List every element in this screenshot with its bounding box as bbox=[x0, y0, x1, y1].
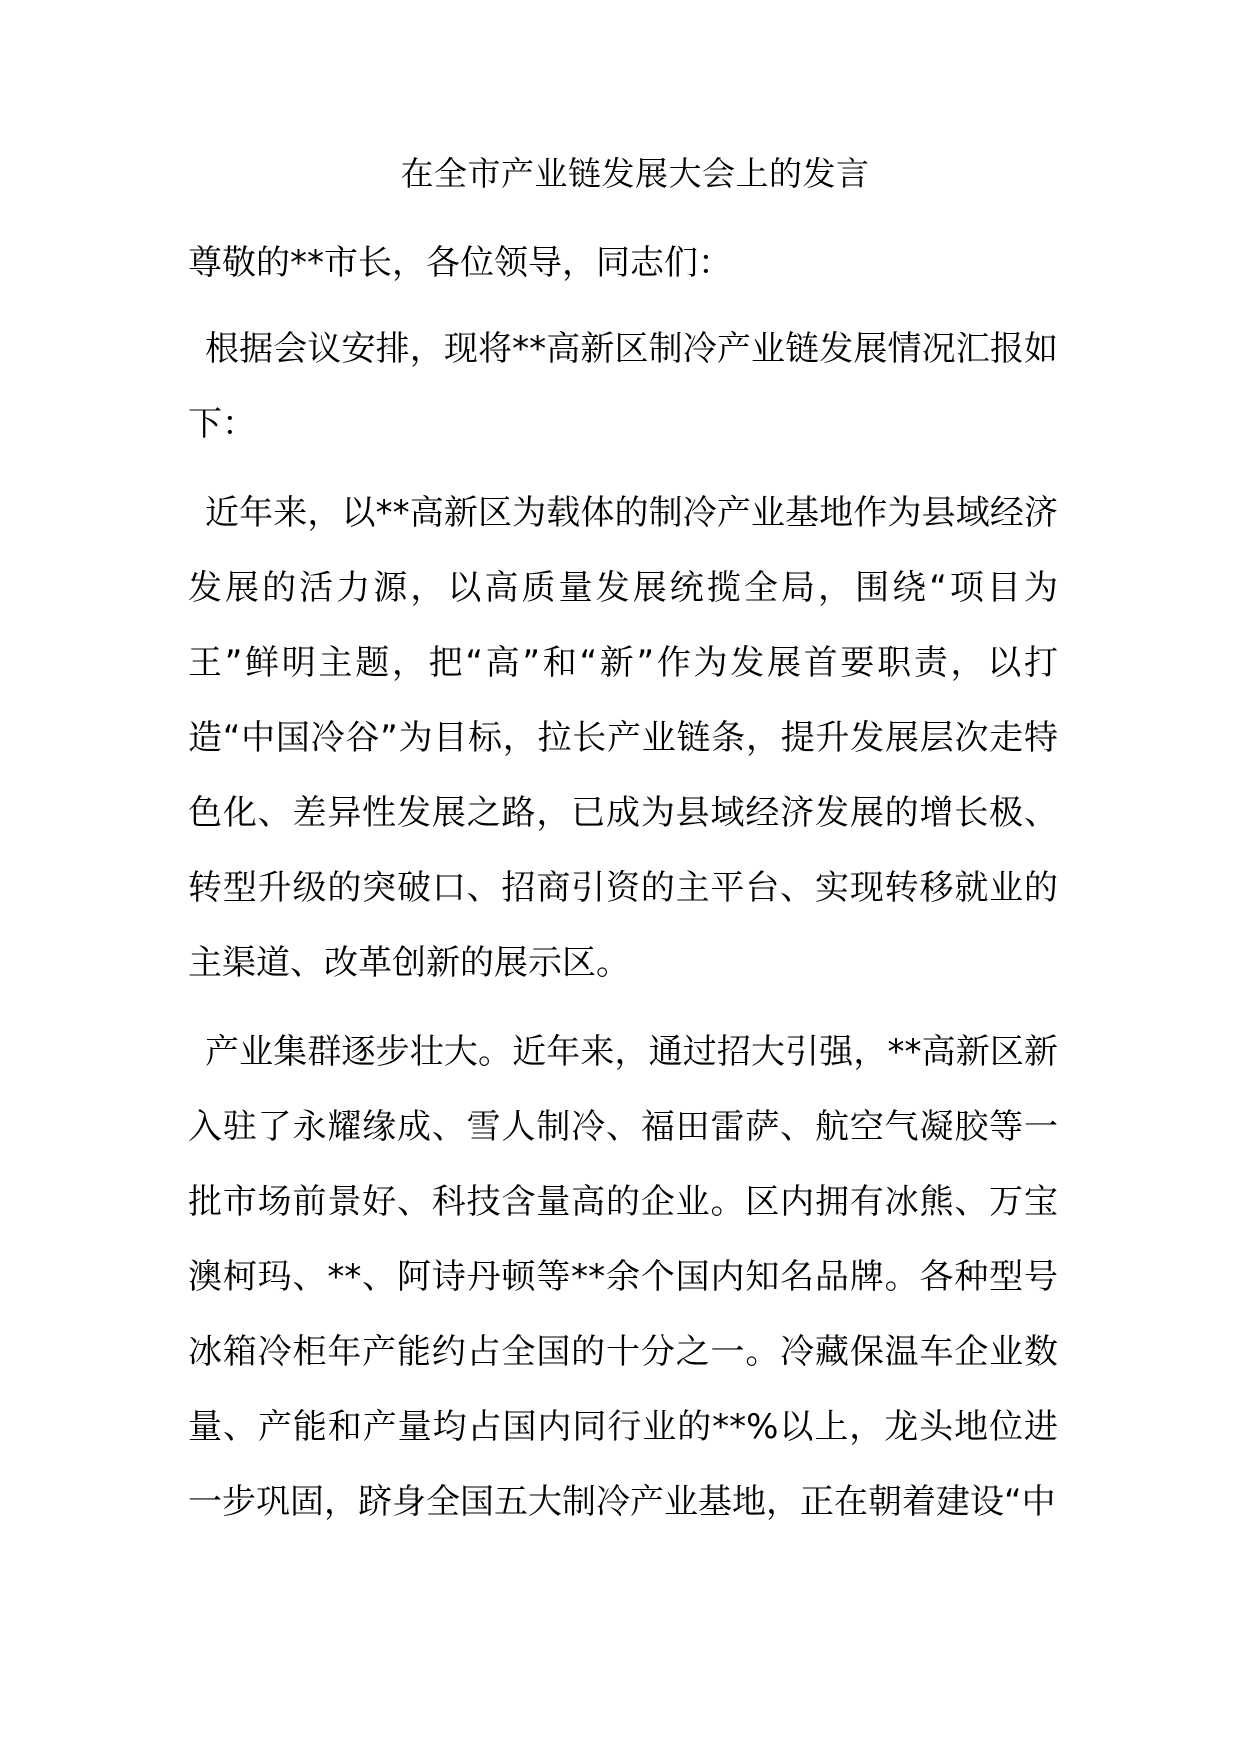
paragraph-intro: 根据会议安排，现将**高新区制冷产业链发展情况汇报如下： bbox=[188, 329, 1058, 444]
document-title: 在全市产业链发展大会上的发言 bbox=[400, 154, 870, 193]
salutation: 尊敬的**市长，各位领导，同志们： bbox=[188, 243, 732, 283]
paragraph-overview: 近年来，以**高新区为载体的制冷产业基地作为县域经济发展的活力源，以高质量发展统揽全局，围绕“项目为王”鲜明主题，把“高”和“新”作为发展首要职责，以打造“中国冷谷”为目标，拉长产业链条，提升发展层次走特色化、差异性发展之路，已成为县域经济发展的增长极、转型升级的突破口、招商引资的主平台、实现转移就业的主渠道、改革创新的展示区。 bbox=[188, 493, 1058, 983]
document-page bbox=[188, 150, 1058, 1540]
paragraph-industry-cluster: 产业集群逐步壮大。近年来，通过招大引强，**高新区新入驻了永耀缘成、雪人制冷、福田雷萨、航空气凝胶等一批市场前景好、科技含量高的企业。区内拥有冰熊、万宝澳柯玛、**、阿诗丹顿等**余个国内知名品牌。各种型号冰箱冷柜年产能约占全国的十分之一。冷藏保温车企业数量、产能和产量均占国内同行业的**%以上，龙头地位进一步巩固，跻身全国五大制冷产业基地，正在朝着建设“中 bbox=[188, 1032, 1058, 1522]
